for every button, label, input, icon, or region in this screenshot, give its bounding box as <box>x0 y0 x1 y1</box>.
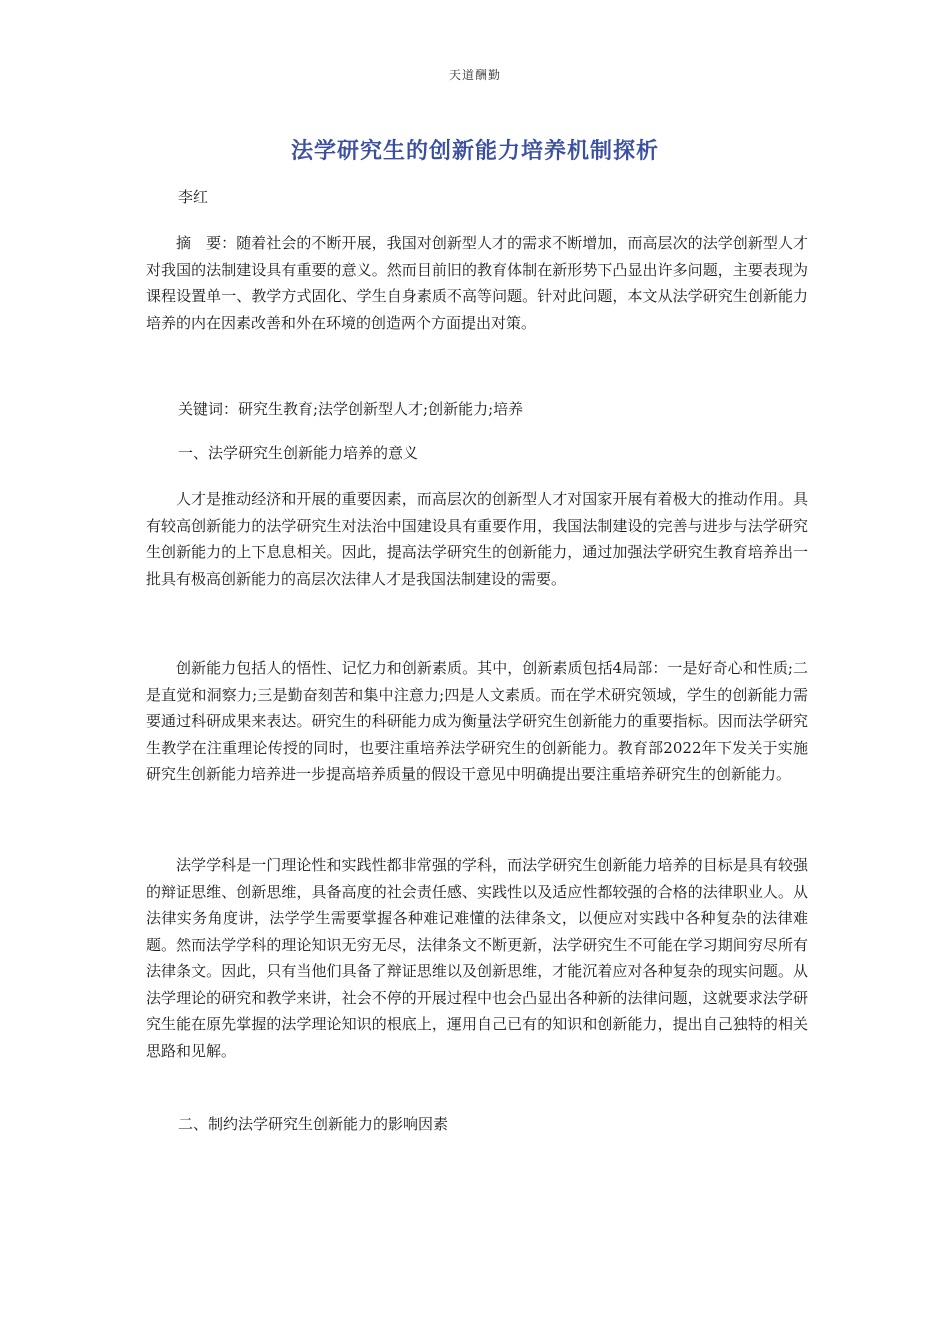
body-block-1 <box>146 486 808 592</box>
section-heading-1: 一、法学研究生创新能力培养的意义 <box>178 444 419 462</box>
body-block-2 <box>146 655 808 788</box>
paragraph: 法学学科是一门理论性和实践性都非常强的学科，而法学研究生创新能力培养的目标是具有较强的辩证思维、创新思维，具备高度的社会责任感、实践性以及适应性都较强的合格的法律职业人。从法律实务角度讲，法学学生需要掌握各种难记难懂的法律条文，以便应对实践中各种复杂的法律难题。然而法学学科的理论知识无穷无尽，法律条文不断更新，法学研究生不可能在学习期间穷尽所有法律条文。因此，只有当他们具备了辩证思维以及创新思维，才能沉着应对各种复杂的现实问题。从法学理论的研究和教学来讲，社会不停的开展过程中也会凸显出各种新的法律问题，这就要求法学研究生能在原先掌握的法学理论知识的根底上，運用自己已有的知识和创新能力，提出自己独特的相关思路和见解。 <box>146 856 808 1060</box>
paragraph: 人才是推动经济和开展的重要因素，而高层次的创新型人才对国家开展有着极大的推动作用。具有较高创新能力的法学研究生对法治中国建设具有重要作用，我国法制建设的完善与进步与法学研究生创新能力的上下息息相关。因此，提高法学研究生的创新能力，通过加强法学研究生教育培养出一批具有极高创新能力的高层次法律人才是我国法制建设的需要。 <box>146 490 808 588</box>
paragraph: 创新能力包括人的悟性、记忆力和创新素质。其中，创新素质包括4局部：一是好奇心和性质;二是直觉和洞察力;三是勤奋刻苦和集中注意力;四是人文素质。而在学术研究领域，学生的创新能力需要通过科研成果来表达。研究生的科研能力成为衡量法学研究生创新能力的重要指标。因而法学研究生教学在注重理论传授的同时，也要注重培养法学研究生的创新能力。教育部2022年下发关于实施研究生创新能力培养进一步提高培养质量的假设干意见中明确提出要注重培养研究生的创新能力。 <box>146 659 808 783</box>
abstract-paragraph: 摘 要：随着社会的不断开展，我国对创新型人才的需求不断增加，而高层次的法学创新型人才对我国的法制建设具有重要的意义。然而目前旧的教育体制在新形势下凸显出许多问题，主要表现为课程设置单一、教学方式固化、学生自身素质不高等问题。针对此问题，本文从法学研究生创新能力培养的内在因素改善和外在环境的创造两个方面提出对策。 <box>146 234 808 332</box>
keywords-line: 关键词：研究生教育;法学创新型人才;创新能力;培养 <box>178 400 524 418</box>
section-heading-2: 二、制约法学研究生创新能力的影响因素 <box>178 1115 449 1133</box>
author-name: 李红 <box>178 188 209 206</box>
body-block-3 <box>146 852 808 1064</box>
abstract-block <box>146 230 808 336</box>
article-title: 法学研究生的创新能力培养机制探析 <box>290 139 659 164</box>
header-watermark: 天道酬勤 <box>448 68 501 82</box>
